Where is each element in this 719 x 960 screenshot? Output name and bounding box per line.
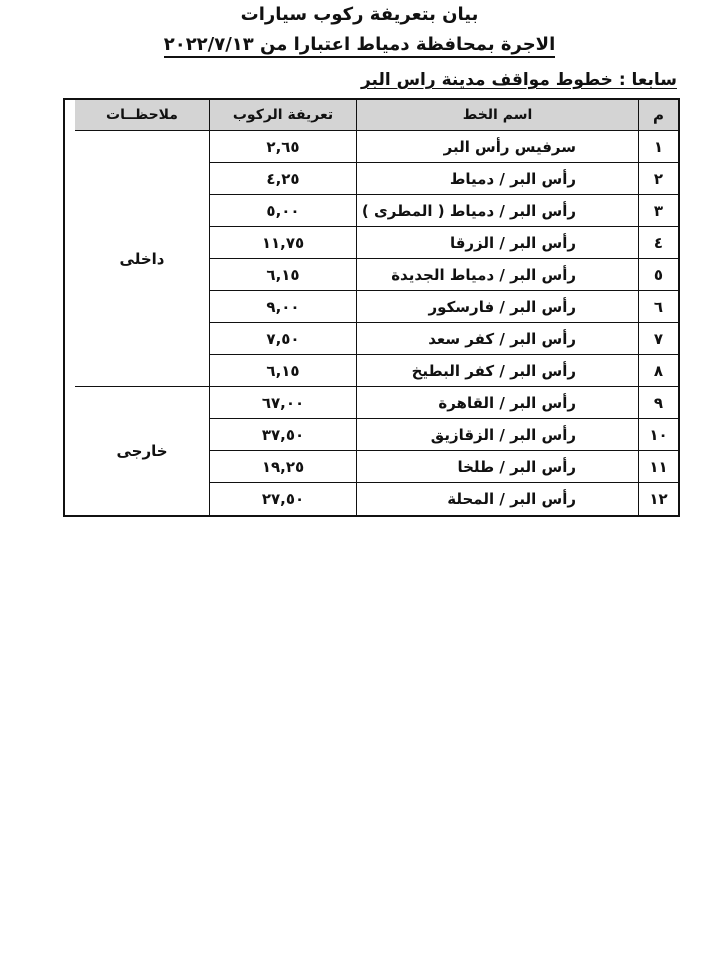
row-fare: ٩,٠٠	[209, 291, 356, 323]
row-line-name: رأس البر / المحلة	[356, 483, 638, 515]
document-title-line2	[0, 34, 719, 55]
row-line-name: رأس البر / الزرقا	[356, 227, 638, 259]
row-number: ٨	[638, 355, 678, 387]
row-line-name: رأس البر / الزقازيق	[356, 419, 638, 451]
row-line-name: رأس البر / فارسكور	[356, 291, 638, 323]
row-number: ١٠	[638, 419, 678, 451]
document-title-line2-text: الاجرة بمحافظة دمياط اعتبارا من ٢٠٢٢/٧/١٣	[164, 34, 556, 58]
row-line-name: رأس البر / كفر البطيخ	[356, 355, 638, 387]
row-number: ٥	[638, 259, 678, 291]
row-number: ١٢	[638, 483, 678, 515]
row-fare: ٦,١٥	[209, 259, 356, 291]
notes-group-1: داخلى	[75, 131, 209, 387]
row-fare: ١١,٧٥	[209, 227, 356, 259]
row-fare: ٧,٥٠	[209, 323, 356, 355]
header-notes: ملاحظــات	[75, 100, 209, 131]
row-fare: ٦٧,٠٠	[209, 387, 356, 419]
row-line-name: سرفيس رأس البر	[356, 131, 638, 163]
row-fare: ٤,٢٥	[209, 163, 356, 195]
row-line-name: رأس البر / طلخا	[356, 451, 638, 483]
row-number: ١١	[638, 451, 678, 483]
row-number: ١	[638, 131, 678, 163]
section-title: سابعا : خطوط مواقف مدينة راس البر	[360, 70, 677, 90]
row-fare: ٥,٠٠	[209, 195, 356, 227]
row-number: ٧	[638, 323, 678, 355]
row-number: ٣	[638, 195, 678, 227]
row-number: ٦	[638, 291, 678, 323]
row-line-name: رأس البر / دمياط	[356, 163, 638, 195]
header-fare: تعريفة الركوب	[209, 100, 356, 131]
row-number: ٩	[638, 387, 678, 419]
row-fare: ١٩,٢٥	[209, 451, 356, 483]
row-fare: ٦,١٥	[209, 355, 356, 387]
row-number: ٢	[638, 163, 678, 195]
header-num: م	[638, 100, 678, 131]
document-title-line1: بيان بتعريفة ركوب سيارات	[240, 4, 479, 25]
row-fare: ٢,٦٥	[209, 131, 356, 163]
row-line-name: رأس البر / دمياط ( المطرى )	[356, 195, 638, 227]
notes-group-2: خارجى	[116, 442, 168, 460]
row-line-name: رأس البر / دمياط الجديدة	[356, 259, 638, 291]
row-fare: ٣٧,٥٠	[209, 419, 356, 451]
fare-table	[63, 98, 680, 517]
row-line-name: رأس البر / القاهرة	[356, 387, 638, 419]
row-number: ٤	[638, 227, 678, 259]
header-line-name: اسم الخط	[356, 100, 638, 131]
row-line-name: رأس البر / كفر سعد	[356, 323, 638, 355]
row-fare: ٢٧,٥٠	[209, 483, 356, 515]
